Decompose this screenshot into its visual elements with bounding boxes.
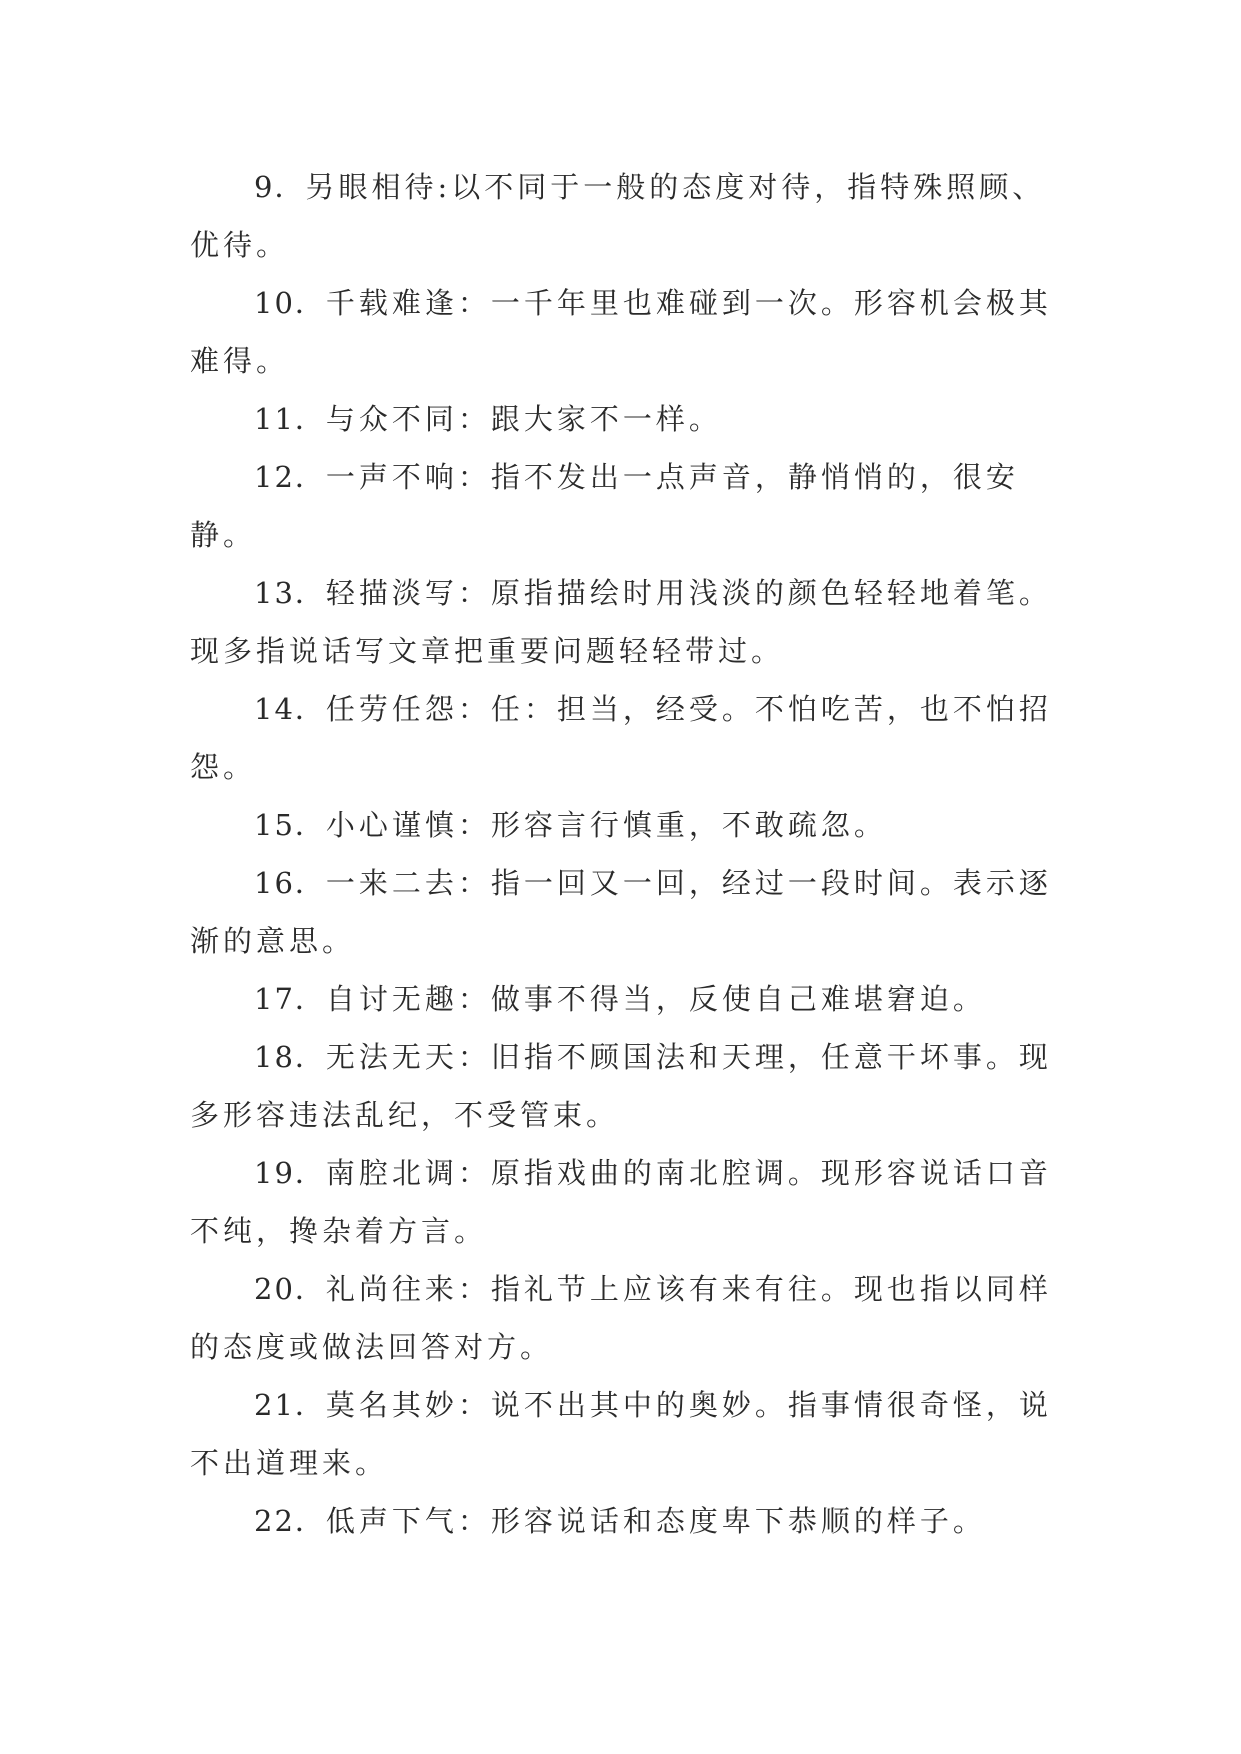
list-item <box>190 390 1060 448</box>
item-text: 另眼相待:以不同于一般的态度对待，指特殊照顾、优待。 <box>190 170 1046 262</box>
list-item <box>190 970 1060 1028</box>
item-text: 一声不响：指不发出一点声音，静悄悄的，很安静。 <box>190 460 1019 552</box>
list-item <box>190 854 1060 970</box>
item-number: 20． <box>254 1272 326 1306</box>
item-number: 18． <box>254 1040 326 1074</box>
list-item <box>190 1028 1060 1144</box>
list-item <box>190 448 1060 564</box>
item-number: 17． <box>254 982 326 1016</box>
item-number: 15． <box>254 808 326 842</box>
item-text: 轻描淡写：原指描绘时用浅淡的颜色轻轻地着笔。现多指说话写文章把重要问题轻轻带过。 <box>190 576 1052 668</box>
item-text: 礼尚往来：指礼节上应该有来有往。现也指以同样的态度或做法回答对方。 <box>190 1272 1052 1364</box>
list-item <box>190 1376 1060 1492</box>
item-text: 小心谨慎：形容言行慎重，不敢疏忽。 <box>325 808 887 842</box>
list-item <box>190 1260 1060 1376</box>
idiom-list <box>190 158 1060 1550</box>
list-item <box>190 1144 1060 1260</box>
item-number: 19． <box>254 1156 326 1190</box>
list-item <box>190 564 1060 680</box>
list-item <box>190 274 1060 390</box>
item-number: 12． <box>254 460 326 494</box>
item-number: 11． <box>254 402 326 436</box>
item-number: 22． <box>254 1504 326 1538</box>
item-text: 一来二去：指一回又一回，经过一段时间。表示逐渐的意思。 <box>190 866 1052 958</box>
item-text: 南腔北调：原指戏曲的南北腔调。现形容说话口音不纯，搀杂着方言。 <box>190 1156 1052 1248</box>
item-number: 21． <box>254 1388 326 1422</box>
item-number: 16． <box>254 866 326 900</box>
item-text: 与众不同：跟大家不一样。 <box>325 402 722 436</box>
item-text: 莫名其妙：说不出其中的奥妙。指事情很奇怪，说不出道理来。 <box>190 1388 1052 1480</box>
item-number: 9． <box>254 170 306 204</box>
item-number: 10． <box>254 286 326 320</box>
item-text: 千载难逢：一千年里也难碰到一次。形容机会极其难得。 <box>190 286 1052 378</box>
item-text: 自讨无趣：做事不得当，反使自己难堪窘迫。 <box>325 982 986 1016</box>
item-text: 任劳任怨：任：担当，经受。不怕吃苦，也不怕招怨。 <box>190 692 1052 784</box>
list-item <box>190 158 1060 274</box>
list-item <box>190 796 1060 854</box>
list-item <box>190 680 1060 796</box>
item-text: 低声下气：形容说话和态度卑下恭顺的样子。 <box>325 1504 986 1538</box>
item-number: 14． <box>254 692 326 726</box>
item-number: 13． <box>254 576 326 610</box>
list-item <box>190 1492 1060 1550</box>
item-text: 无法无天：旧指不顾国法和天理，任意干坏事。现多形容违法乱纪，不受管束。 <box>190 1040 1052 1132</box>
